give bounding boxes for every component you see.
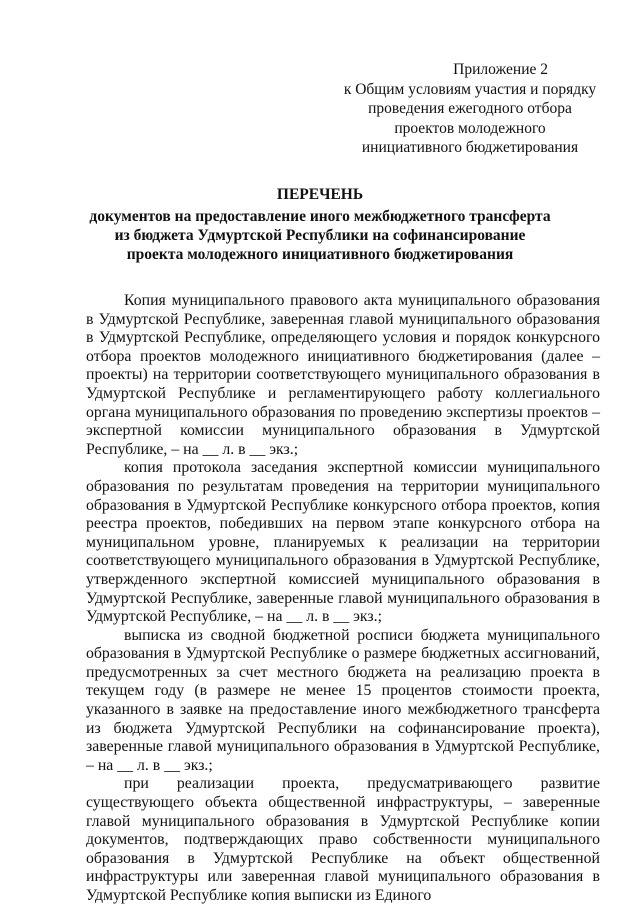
document-body bbox=[86, 292, 600, 906]
body-paragraph: выписка из сводной бюджетной росписи бюджета муниципального образования в Удмуртской Республике о размере бюджетных ассигнований, предусмотренных за счет местного бюджета на реализацию проекта в текущем году (в размере не менее 15 процентов стоимости проекта, указанного в заявке на предоставление иного межбюджетного трансферта из бюджета Удмуртской Республики на софинансирование проекта), заверенные главой муниципального образования в Удмуртской Республике, – на __ л. в __ экз.; bbox=[86, 626, 600, 774]
title-heading: ПЕРЕЧЕНЬ bbox=[276, 186, 364, 203]
appendix-line: инициативного бюджетирования bbox=[361, 139, 579, 156]
body-paragraph: при реализации проекта, предусматривающего развитие существующего объекта общественной инфраструктуры, – заверенные главой муниципального образования в Удмуртской Республике копии документов, подтверждающих право собственности муниципального образования в Удмуртской Республике на объект общественной инфраструктуры или заверенная главой муниципального образования в Удмуртской Республике копия выписки из Единого bbox=[86, 775, 600, 904]
document-title bbox=[60, 185, 580, 264]
appendix-line: проведения ежегодного отбора bbox=[368, 100, 572, 117]
appendix-line: Приложение 2 bbox=[453, 61, 548, 78]
title-line: документов на предоставление иного межбюджетного трансферта bbox=[89, 208, 551, 225]
body-paragraph: Копия муниципального правового акта муниципального образования в Удмуртской Республике, заверенная главой муниципального образования в Удмуртской Республике, определяющего условия и порядок конкурсного отбора проектов молодежного инициативного бюджетирования (далее – проекты) на территории соответствующего муниципального образования в Удмуртской Республике и регламентирующего работу коллегиального органа муниципального образования по проведению экспертизы проектов – экспертной комиссии муниципального образования в Удмуртской Республике, – на __ л. в __ экз.; bbox=[86, 292, 600, 458]
appendix-line: проектов молодежного bbox=[394, 119, 546, 137]
title-line: из бюджета Удмуртской Республики на софинансирование bbox=[114, 227, 526, 244]
body-paragraph: копия протокола заседания экспертной комиссии муниципального образования по результатам проведения на территории муниципального образования в Удмуртской Республике конкурсного отбора проектов, копия реестра проектов, победивших на первом этапе конкурсного отбора на муниципальном уровне, планируемых к реализации на территории соответствующего муниципального образования в Удмуртской Республике, утвержденного экспертной комиссией муниципального образования в Удмуртской Республике, заверенные главой муниципального образования в Удмуртской Республике, – на __ л. в __ экз.; bbox=[86, 459, 600, 626]
appendix-header bbox=[340, 60, 600, 158]
title-line: проекта молодежного инициативного бюджетирования bbox=[126, 246, 514, 263]
appendix-line: к Общим условиям участия и порядку bbox=[343, 80, 597, 98]
